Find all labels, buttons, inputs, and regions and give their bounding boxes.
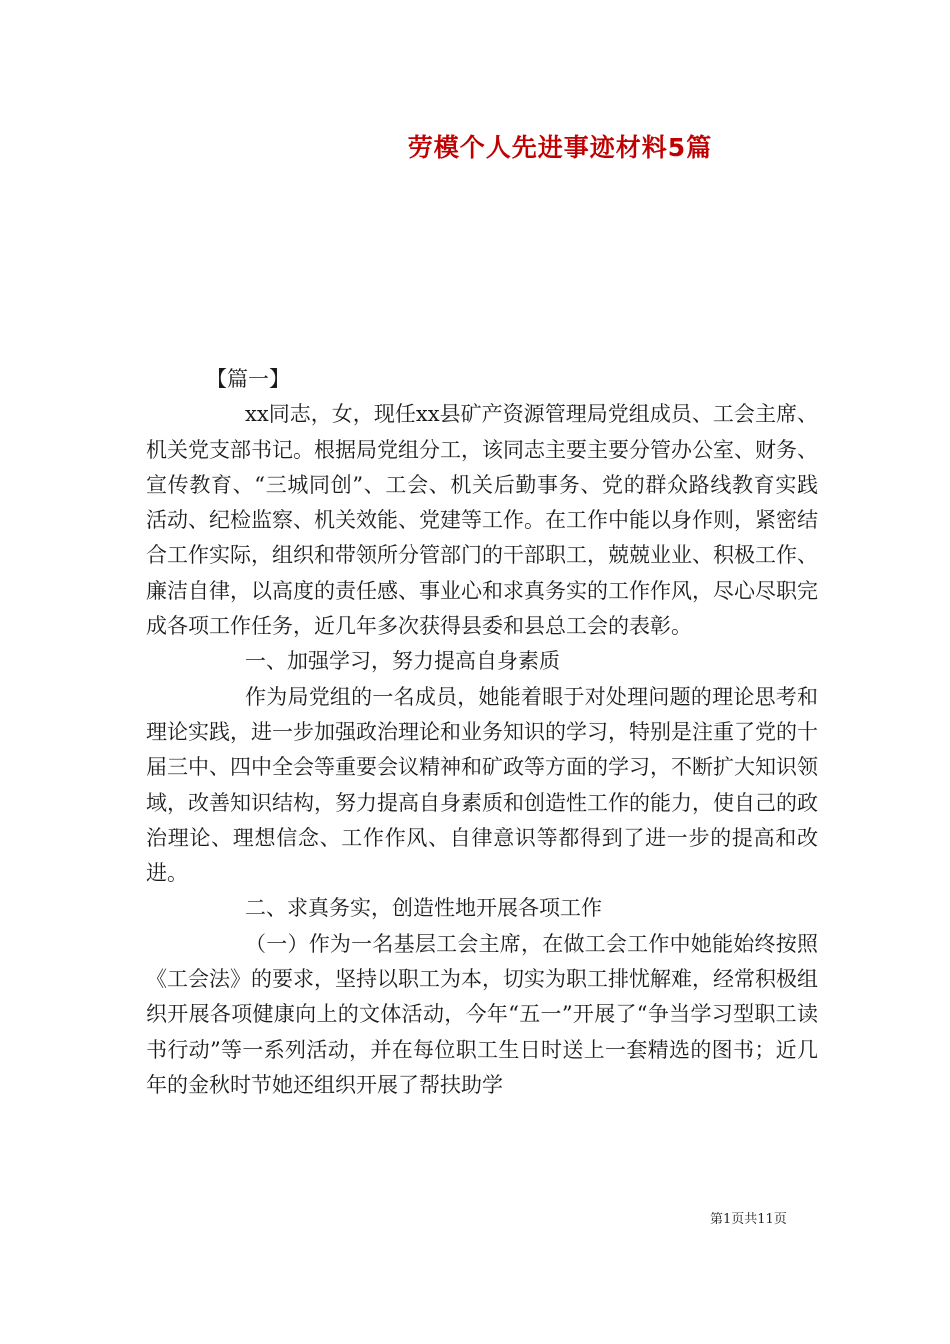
paragraph-3: （一）作为一名基层工会主席，在做工会工作中她能始终按照《工会法》的要求，坚持以职工为本，切实为职工排忧解难，经常积极组织开展各项健康向上的文体活动，今年“五一”开展了“争当学习型职工读书行动”等一系列活动，并在每位职工生日时送上一套精选的图书；近几年的金秋时节她还组织开展了帮扶助学 <box>146 931 818 1097</box>
document-title: 劳模个人先进事迹材料5篇 <box>407 133 713 162</box>
section-mark: 【篇一】 <box>206 367 290 391</box>
page-footer: 第1页共11页 <box>710 1212 787 1227</box>
document-body <box>146 362 818 1103</box>
paragraph-2: 作为局党组的一名成员，她能着眼于对处理问题的理论思考和理论实践，进一步加强政治理论和业务知识的学习，特别是注重了党的十届三中、四中全会等重要会议精神和矿政等方面的学习，不断扩大知识领域，改善知识结构，努力提高自身素质和创造性工作的能力，使自己的政治理论、理想信念、工作作风、自律意识等都得到了进一步的提高和改进。 <box>146 684 818 886</box>
paragraph-1: xx同志，女，现任xx县矿产资源管理局党组成员、工会主席、机关党支部书记。根据局党组分工，该同志主要主要分管办公室、财务、宣传教育、“三城同创”、工会、机关后勤事务、党的群众路线教育实践活动、纪检监察、机关效能、党建等工作。在工作中能以身作则，紧密结合工作实际，组织和带领所分管部门的干部职工，兢兢业业、积极工作、廉洁自律，以高度的责任感、事业心和求真务实的工作作风，尽心尽职完成各项工作任务，近几年多次获得县委和县总工会的表彰。 <box>146 402 818 639</box>
heading-2: 二、求真务实，创造性地开展各项工作 <box>245 896 602 921</box>
heading-1: 一、加强学习，努力提高自身素质 <box>245 649 560 674</box>
